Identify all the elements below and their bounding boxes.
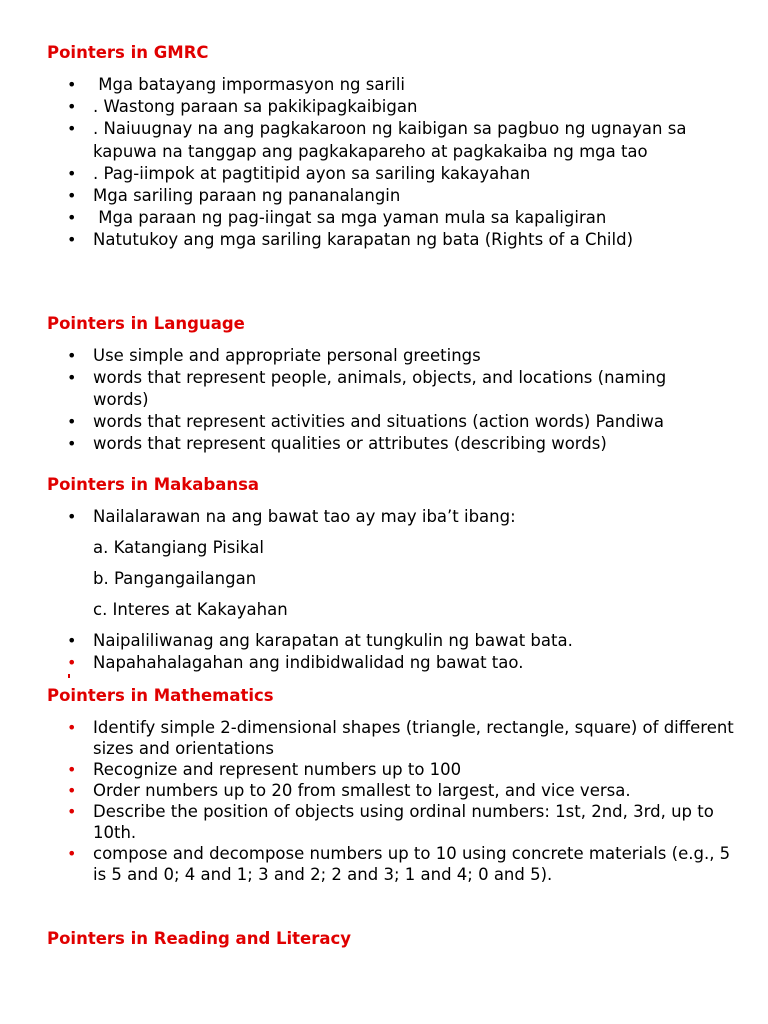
list-mathematics — [67, 717, 737, 885]
bullet-icon: • — [67, 368, 77, 387]
bullet-icon: • — [67, 653, 77, 672]
bullet-icon: • — [67, 760, 77, 779]
list-item-text: Mga batayang impormasyon ng sarili — [93, 75, 406, 94]
list-item-text: Mga sariling paraan ng pananalangin — [93, 186, 401, 205]
bullet-icon: • — [67, 75, 77, 94]
list-item — [67, 801, 737, 843]
list-item-text: Napahahalagahan ang indibidwalidad ng bawat tao. — [93, 653, 524, 672]
heading-reading-literacy: Pointers in Reading and Literacy — [47, 929, 352, 948]
list-item — [67, 433, 737, 455]
list-item — [67, 759, 737, 780]
bullet-icon: • — [67, 97, 77, 116]
list-item — [67, 717, 737, 759]
bullet-icon: • — [67, 507, 77, 526]
sub-item-c: c. Interes at Kakayahan — [93, 600, 288, 619]
bullet-icon: • — [67, 412, 77, 431]
sub-item-b: b. Pangangailangan — [93, 569, 257, 588]
bullet-icon: • — [67, 718, 77, 737]
list-item-text: Use simple and appropriate personal greetings — [93, 346, 481, 365]
list-item-text: words that represent activities and situations (action words) Pandiwa — [93, 412, 665, 431]
list-item-text: Describe the position of objects using ordinal numbers: 1st, 2nd, 3rd, up to 10th. — [93, 802, 714, 842]
list-item-text: Nailalarawan na ang bawat tao ay may iba’t ibang: — [93, 507, 516, 526]
list-item-text: words that represent qualities or attributes (describing words) — [93, 434, 607, 453]
list-makabansa — [67, 630, 737, 674]
list-item-text: Mga paraan ng pag-iingat sa mga yaman mula sa kapaligiran — [93, 208, 607, 227]
list-language — [67, 345, 737, 455]
heading-makabansa: Pointers in Makabansa — [47, 475, 260, 494]
list-item — [67, 96, 737, 118]
list-item — [67, 630, 737, 652]
bullet-icon: • — [67, 802, 77, 821]
list-item — [67, 843, 737, 885]
list-item — [67, 345, 737, 367]
list-item — [67, 506, 737, 528]
bullet-icon: • — [67, 186, 77, 205]
list-item-text: Order numbers up to 20 from smallest to largest, and vice versa. — [93, 781, 631, 800]
heading-mathematics: Pointers in Mathematics — [47, 686, 274, 705]
sub-item-a: a. Katangiang Pisikal — [93, 538, 264, 557]
heading-language: Pointers in Language — [47, 314, 245, 333]
list-item-text: . Wastong paraan sa pakikipagkaibigan — [93, 97, 418, 116]
bullet-icon: • — [67, 164, 77, 183]
list-item-text: words that represent people, animals, objects, and locations (naming words) — [93, 368, 667, 409]
list-item — [67, 207, 737, 229]
heading-gmrc: Pointers in GMRC — [47, 43, 209, 62]
list-gmrc — [67, 74, 737, 251]
list-item — [67, 367, 737, 411]
list-item — [67, 163, 737, 185]
stray-mark — [68, 674, 70, 678]
list-item — [67, 118, 737, 163]
list-item — [67, 652, 737, 674]
bullet-icon: • — [67, 208, 77, 227]
bullet-icon: • — [67, 230, 77, 249]
bullet-icon: • — [67, 844, 77, 863]
list-item-text: compose and decompose numbers up to 10 using concrete materials (e.g., 5 is 5 and 0; 4 and 1; 3 and 2; 2 and 3; 1 and 4; 0 and 5). — [93, 844, 731, 884]
bullet-icon: • — [67, 434, 77, 453]
bullet-icon: • — [67, 119, 77, 138]
list-item-text: Recognize and represent numbers up to 100 — [93, 760, 462, 779]
bullet-icon: • — [67, 346, 77, 365]
list-item-text: Identify simple 2-dimensional shapes (triangle, rectangle, square) of different sizes and orientations — [93, 718, 734, 758]
list-item-text: Naipaliliwanag ang karapatan at tungkulin ng bawat bata. — [93, 631, 573, 650]
list-item — [67, 74, 737, 96]
list-item-text: Natutukoy ang mga sariling karapatan ng bata (Rights of a Child) — [93, 230, 634, 249]
list-makabansa-intro — [67, 506, 737, 528]
list-item-text: . Pag-iimpok at pagtitipid ayon sa sariling kakayahan — [93, 164, 531, 183]
list-item — [67, 185, 737, 207]
list-item — [67, 411, 737, 433]
list-item — [67, 780, 737, 801]
list-item — [67, 229, 737, 251]
list-item-text: . Naiuugnay na ang pagkakaroon ng kaibigan sa pagbuo ng ugnayan sa kapuwa na tanggap ang pagkakapareho at pagkakaiba ng mga tao — [93, 119, 687, 161]
bullet-icon: • — [67, 631, 77, 650]
bullet-icon: • — [67, 781, 77, 800]
